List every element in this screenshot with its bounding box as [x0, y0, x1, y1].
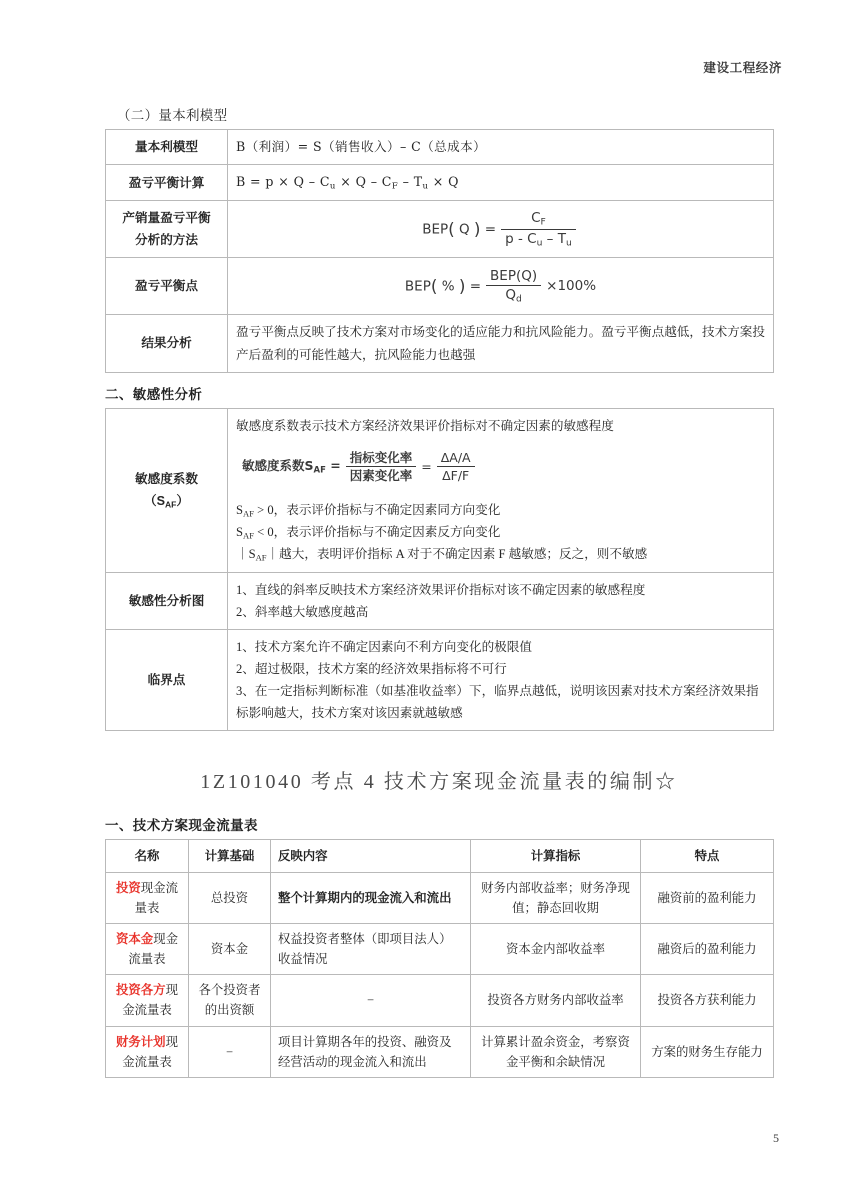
formula-bep-percent-lhs: BEP( % ) = — [404, 275, 482, 296]
formula-bep-percent — [236, 264, 765, 308]
row-label-breakeven-calc: 盈亏平衡计算 — [106, 165, 228, 201]
formula-saf-equals: = — [421, 458, 432, 474]
name-rest: 现金流量表 — [134, 880, 178, 916]
sensitivity-intro-text: 敏感度系数表示技术方案经济效果评价指标对不确定因素的敏感程度 — [236, 418, 614, 433]
formula-bep-q-fraction — [501, 210, 576, 249]
cell-content-investors: − — [271, 975, 471, 1026]
table-row — [106, 201, 774, 258]
cell-content-financial-plan: 项目计算期各年的投资、融资及经营活动的现金流入和流出 — [271, 1026, 471, 1077]
table-sensitivity-analysis — [105, 408, 774, 731]
table-row — [106, 1026, 774, 1077]
name-rest: 现金流量表 — [122, 1034, 178, 1069]
subsection-heading-cvp: （二）量本利模型 — [117, 108, 228, 123]
row-value-critical-point — [228, 629, 774, 730]
table-row — [106, 258, 774, 315]
formula-bep-q-numerator: $C_F$ — [531, 210, 546, 228]
cell-basis-financial-plan: − — [189, 1026, 271, 1077]
name-highlight: 投资各方 — [116, 983, 166, 998]
formula-saf-denominator-2: ΔF/F — [437, 466, 475, 483]
column-header-feature: 特点 — [641, 839, 774, 872]
formula-bep-percent-tail: ×100% — [546, 277, 597, 294]
name-rest: 现金流量表 — [122, 983, 178, 1018]
cell-indicator-capital: 资本金内部收益率 — [471, 924, 641, 975]
cell-content-capital: 权益投资者整体（即项目法人）收益情况 — [271, 924, 471, 975]
row-label-bep-q-method — [106, 201, 228, 258]
formula-bep-percent-denominator: $Q_d$ — [486, 285, 541, 305]
cell-indicator-financial-plan: 计算累计盈余资金，考察资金平衡和余缺情况 — [471, 1026, 641, 1077]
table-row — [106, 408, 774, 572]
name-rest: 现金流量表 — [128, 932, 178, 967]
sensitivity-chart-line-2: 2、斜率越大敏感度越高 — [236, 604, 369, 619]
formula-profit: B（利润）= S（销售收入）– C（总成本） — [236, 139, 487, 154]
formula-bep-q-lhs: BEP( Q ) = — [422, 218, 497, 239]
cell-indicator-investors: 投资各方财务内部收益率 — [471, 975, 641, 1026]
row-label-sensitivity-chart: 敏感性分析图 — [106, 572, 228, 629]
cell-name-financial-plan — [106, 1026, 189, 1077]
cell-content-investment: 整个计算期内的现金流入和流出 — [271, 872, 471, 923]
cell-feature-capital: 融资后的盈利能力 — [641, 924, 774, 975]
sensitivity-chart-line-1: 1、直线的斜率反映技术方案经济效果评价指标对该不确定因素的敏感程度 — [236, 582, 646, 597]
cell-name-investment — [106, 872, 189, 923]
cell-indicator-investment: 财务内部收益率；财务净现值；静态回收期 — [471, 872, 641, 923]
row-label-cvp-model: 量本利模型 — [106, 130, 228, 165]
formula-saf-fraction-1 — [346, 450, 417, 484]
critical-point-line-1: 1、技术方案允许不确定因素向不利方向变化的极限值 — [236, 639, 532, 654]
row-label-result-analysis: 结果分析 — [106, 315, 228, 372]
formula-bep-q-denominator: p - $C_u - T_u$ — [501, 229, 576, 249]
name-highlight: 资本金 — [116, 932, 154, 947]
row-label-bep-point: 盈亏平衡点 — [106, 258, 228, 315]
row-value-sensitivity-chart — [228, 572, 774, 629]
table-row — [106, 130, 774, 165]
formula-breakeven: $B = p \times Q - C_u \times Q - C_F - T_u \times Q$ — [236, 174, 459, 192]
formula-saf-numerator-2: ΔA/A — [440, 449, 471, 465]
row-value-cvp-model — [228, 130, 774, 165]
cell-feature-financial-plan: 方案的财务生存能力 — [641, 1026, 774, 1077]
page-content — [105, 104, 773, 1078]
cell-feature-investors: 投资各方获利能力 — [641, 975, 774, 1026]
column-header-indicator: 计算指标 — [471, 839, 641, 872]
column-header-content: 反映内容 — [271, 839, 471, 872]
row-value-breakeven-calc — [228, 165, 774, 201]
row-value-sensitivity-coefficient — [228, 408, 774, 572]
formula-saf — [242, 445, 765, 489]
formula-saf-denominator-1: 因素变化率 — [346, 466, 417, 483]
row-value-bep-q-method — [228, 201, 774, 258]
row-label-sensitivity-coefficient — [106, 408, 228, 572]
sensitivity-note-1: $S_{AF} > 0$，表示评价指标与不确定因素同方向变化 — [236, 502, 501, 518]
page-title: 1Z101040 考点 4 技术方案现金流量表的编制☆ — [200, 770, 678, 793]
table-row — [106, 872, 774, 923]
table-header-row — [106, 839, 774, 872]
sensitivity-note-3: $|S_{AF}|$越大，表明评价指标 A 对于不确定因素 F 越敏感；反之，则不敏感 — [236, 547, 648, 563]
cell-name-capital — [106, 924, 189, 975]
section-heading-cashflow: 一、技术方案现金流量表 — [105, 817, 258, 833]
table-row — [106, 165, 774, 201]
critical-point-line-3: 3、在一定指标判断标准（如基准收益率）下，临界点越低，说明该因素对技术方案经济效果指标影响越大，技术方案对该因素就越敏感 — [236, 683, 759, 720]
formula-bep-q — [236, 207, 765, 251]
cell-basis-capital: 资本金 — [189, 924, 271, 975]
row-label-saf: 敏感度系数$(S_{AF})$ — [135, 471, 198, 510]
table-row — [106, 572, 774, 629]
column-header-basis: 计算基础 — [189, 839, 271, 872]
name-highlight: 财务计划 — [116, 1034, 166, 1049]
table-cashflow-statements — [105, 839, 774, 1078]
table-row — [106, 924, 774, 975]
name-highlight: 投资 — [116, 880, 141, 895]
critical-point-line-2: 2、超过极限，技术方案的经济效果指标将不可行 — [236, 661, 507, 676]
section-heading-sensitivity: 二、敏感性分析 — [105, 386, 203, 402]
row-label-line-1: 产销量盈亏平衡 — [122, 211, 211, 226]
formula-bep-percent-fraction — [486, 268, 541, 305]
row-value-result-analysis: 盈亏平衡点反映了技术方案对市场变化的适应能力和抗风险能力。盈亏平衡点越低，技术方案投产后盈利的可能性越大，抗风险能力也越强 — [228, 315, 774, 372]
cell-basis-investors: 各个投资者的出资额 — [189, 975, 271, 1026]
row-value-bep-point — [228, 258, 774, 315]
table-row — [106, 975, 774, 1026]
table-row — [106, 629, 774, 730]
sensitivity-note-2: $S_{AF} < 0$，表示评价指标与不确定因素反方向变化 — [236, 524, 501, 541]
page-number: 5 — [773, 1131, 779, 1145]
formula-bep-percent-numerator: BEP(Q) — [490, 267, 538, 284]
formula-saf-lhs: 敏感度系数$S_{AF}$ = — [242, 457, 341, 476]
cell-name-investors — [106, 975, 189, 1026]
formula-saf-fraction-2 — [437, 450, 475, 484]
cell-feature-investment: 融资前的盈利能力 — [641, 872, 774, 923]
row-label-line-2: 分析的方法 — [135, 233, 198, 248]
running-header-title: 建设工程经济 — [703, 61, 782, 75]
table-row — [106, 315, 774, 372]
formula-saf-numerator-1: 指标变化率 — [349, 449, 413, 465]
table-cvp-model — [105, 129, 774, 373]
row-label-critical-point: 临界点 — [106, 629, 228, 730]
column-header-name: 名称 — [106, 839, 189, 872]
cell-basis-investment: 总投资 — [189, 872, 271, 923]
